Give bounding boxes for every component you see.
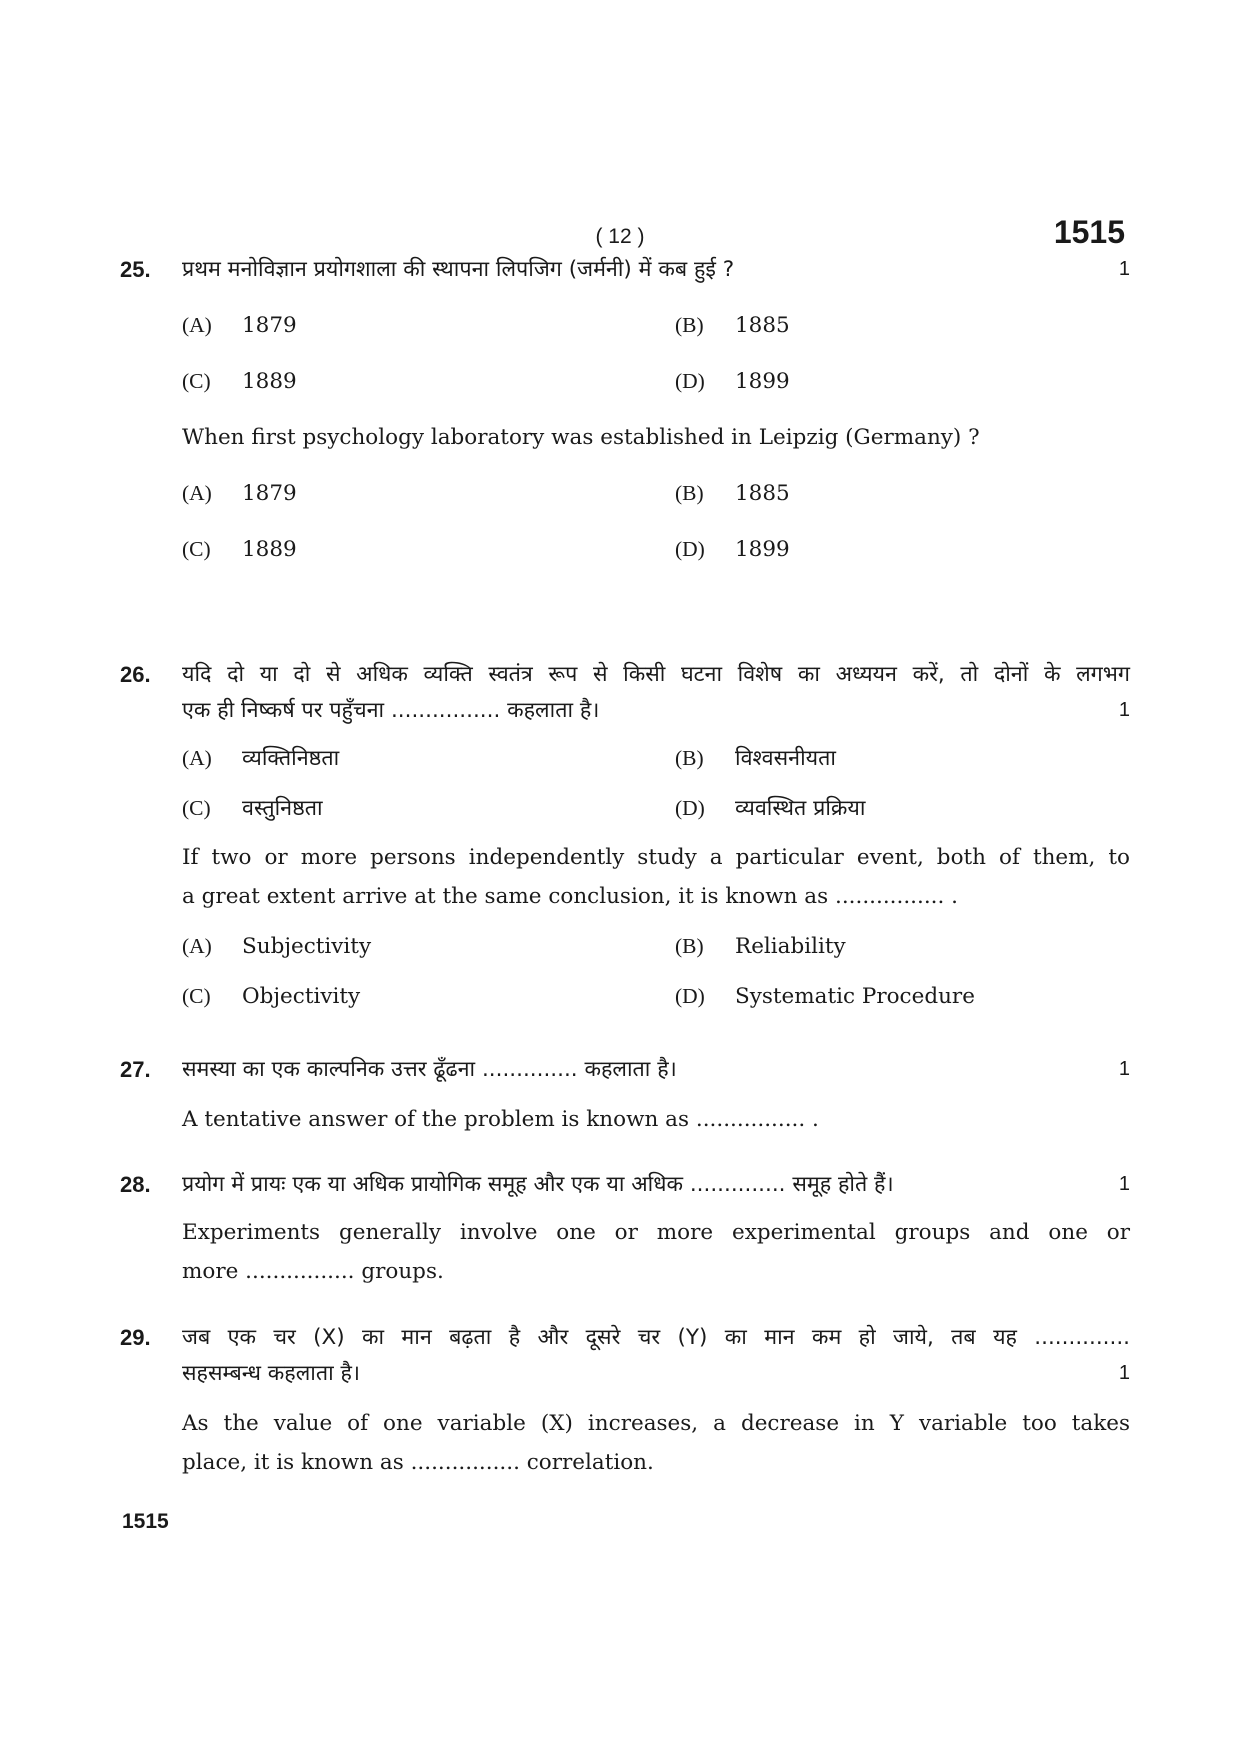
question-text-english-line-1: As the value of one variable (X) increases, a decrease in Y variable too takes (182, 1411, 1130, 1436)
option-text: Reliability (735, 934, 846, 959)
option-a-english (182, 927, 371, 966)
question-number: 29. (120, 1325, 151, 1350)
option-label: (C) (182, 796, 211, 820)
question-text-english-line-1: Experiments generally involve one or more experimental groups and one or (182, 1220, 1130, 1245)
option-label: (C) (182, 984, 211, 1008)
option-text: Subjectivity (242, 934, 372, 959)
option-label: (C) (182, 537, 211, 561)
option-b-hindi (675, 739, 836, 778)
option-text: Systematic Procedure (735, 984, 975, 1009)
option-text: विश्वसनीयता (735, 746, 836, 771)
question-text-hindi-line-1: यदि दो या दो से अधिक व्यक्ति स्वतंत्र रूप से किसी घटना विशेष का अध्ययन करें, तो दोनों के लगभग (182, 662, 1130, 687)
option-label: (A) (182, 934, 212, 958)
option-label: (A) (182, 481, 212, 505)
paper-code-footer: 1515 (122, 1510, 169, 1533)
option-label: (A) (182, 746, 212, 770)
option-text: वस्तुनिष्ठता (242, 796, 323, 821)
option-d-english (675, 530, 790, 569)
option-a-english (182, 474, 297, 513)
option-text: व्यक्तिनिष्ठता (242, 746, 340, 771)
marks: 1 (1118, 1173, 1130, 1195)
option-c-hindi (182, 362, 297, 401)
question-number: 28. (120, 1172, 151, 1197)
question-text-hindi: समस्या का एक काल्पनिक उत्तर ढूँढना .............. कहलाता है। (182, 1057, 677, 1082)
option-label: (D) (675, 537, 705, 561)
option-d-english (675, 977, 975, 1016)
option-label: (B) (675, 481, 704, 505)
marks: 1 (1118, 699, 1130, 721)
question-text-english-line-2: a great extent arrive at the same conclusion, it is known as ................ . (182, 884, 958, 909)
option-text: 1889 (242, 537, 297, 562)
question-number: 26. (120, 662, 151, 687)
question-text-hindi-line-2: सहसम्बन्ध कहलाता है। (182, 1361, 361, 1386)
option-a-hindi (182, 739, 339, 778)
option-text: 1885 (735, 481, 790, 506)
option-text: 1889 (242, 369, 297, 394)
paper-code-header: 1515 (1053, 214, 1125, 250)
question-text-english: A tentative answer of the problem is known as ................ . (182, 1107, 819, 1132)
question-text-hindi-line-2: एक ही निष्कर्ष पर पहुँचना ................ कहलाता है। (182, 698, 600, 723)
option-label: (A) (182, 313, 212, 337)
marks: 1 (1118, 258, 1130, 280)
question-number: 27. (120, 1057, 151, 1082)
page-number: ( 12 ) (595, 225, 645, 248)
option-text: 1879 (242, 313, 297, 338)
option-a-hindi (182, 306, 297, 345)
option-label: (B) (675, 313, 704, 337)
option-text: 1899 (735, 369, 790, 394)
marks: 1 (1118, 1058, 1130, 1080)
option-d-hindi (675, 362, 790, 401)
question-text-english-line-1: If two or more persons independently study a particular event, both of them, to (182, 845, 1130, 870)
option-text: 1885 (735, 313, 790, 338)
option-b-english (675, 927, 846, 966)
option-b-hindi (675, 306, 790, 345)
question-text-english-line-2: more ................ groups. (182, 1259, 444, 1284)
option-b-english (675, 474, 790, 513)
question-text-hindi: प्रथम मनोविज्ञान प्रयोगशाला की स्थापना लिपजिग (जर्मनी) में कब हुई ? (182, 257, 735, 282)
question-number: 25. (120, 257, 151, 282)
option-label: (D) (675, 984, 705, 1008)
option-label: (B) (675, 934, 704, 958)
option-text: 1879 (242, 481, 297, 506)
option-text: Objectivity (242, 984, 361, 1009)
option-label: (D) (675, 796, 705, 820)
question-text-hindi-line-1: जब एक चर (X) का मान बढ़ता है और दूसरे चर (Y) का मान कम हो जाये, तब यह .............. (182, 1325, 1130, 1350)
option-c-english (182, 977, 360, 1016)
option-text: 1899 (735, 537, 790, 562)
option-label: (C) (182, 369, 211, 393)
question-text-english-line-2: place, it is known as ................ correlation. (182, 1450, 654, 1475)
option-text: व्यवस्थित प्रक्रिया (735, 796, 866, 821)
option-label: (D) (675, 369, 705, 393)
option-label: (B) (675, 746, 704, 770)
option-c-english (182, 530, 297, 569)
question-text-english: When first psychology laboratory was established in Leipzig (Germany) ? (182, 425, 980, 450)
marks: 1 (1118, 1362, 1130, 1384)
option-c-hindi (182, 789, 323, 828)
option-d-hindi (675, 789, 865, 828)
question-text-hindi: प्रयोग में प्रायः एक या अधिक प्रायोगिक समूह और एक या अधिक .............. समूह होते हैं। (182, 1172, 894, 1197)
